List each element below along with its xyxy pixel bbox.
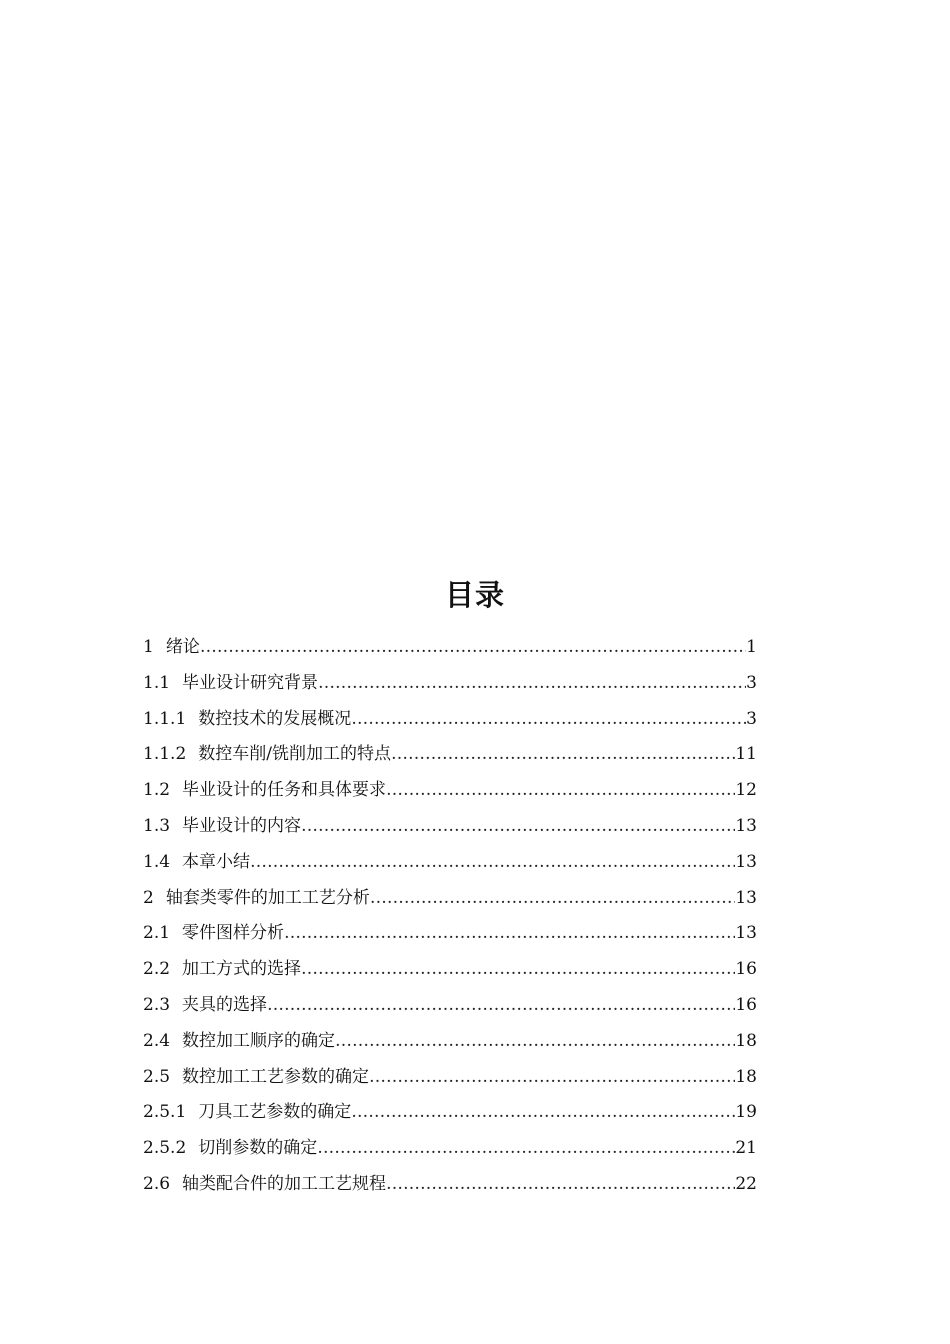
toc-entry-number: 1.1.2: [143, 744, 187, 765]
toc-entry[interactable]: [143, 988, 767, 1024]
toc-entry-label: 夹具的选择: [182, 994, 268, 1015]
toc-entry[interactable]: [143, 666, 767, 702]
toc-entry-number: 1.4: [143, 851, 171, 872]
toc-entry-label: 毕业设计的内容: [182, 815, 302, 836]
toc-entry-label: 绪论: [165, 637, 200, 657]
toc-leader-dots: [250, 845, 735, 881]
toc-entry-number: 1: [143, 637, 154, 657]
toc-leader-dots: [369, 1060, 735, 1096]
toc-entry-page: 1: [746, 637, 757, 657]
toc-entry-number: 2.1: [143, 923, 171, 944]
toc-entry-label: 数控加工工艺参数的确定: [182, 1066, 370, 1087]
toc-entry-label: 毕业设计的任务和具体要求: [182, 780, 387, 801]
toc-entry-number: 2: [143, 887, 154, 908]
toc-title: 目录: [444, 578, 505, 612]
toc-entry-label: 加工方式的选择: [182, 959, 302, 980]
toc-leader-dots: [335, 1024, 735, 1060]
toc-leader-dots: [267, 988, 735, 1024]
toc-entry-number: 1.1.1: [143, 708, 187, 729]
toc-entry[interactable]: [143, 809, 767, 845]
toc-leader-dots: [301, 809, 735, 845]
toc-leader-dots: [370, 881, 736, 917]
toc-entry[interactable]: [143, 1167, 767, 1203]
toc-leader-dots: [318, 666, 746, 702]
toc-entry[interactable]: [143, 1095, 767, 1131]
toc-entry[interactable]: [143, 702, 767, 738]
toc-entry-number: 1.1: [143, 672, 171, 693]
toc-leader-dots: [317, 1131, 735, 1167]
toc-leader-dots: [200, 630, 746, 666]
toc-entry-page: 13: [735, 851, 757, 872]
toc-leader-dots: [391, 737, 735, 773]
toc-entry-page: 16: [735, 994, 757, 1015]
toc-entry-page: 21: [735, 1138, 757, 1159]
toc-leader-dots: [386, 1167, 735, 1203]
toc-entry-number: 1.2: [143, 780, 171, 801]
toc-entry-number: 2.4: [143, 1030, 171, 1051]
toc-entry-page: 11: [735, 744, 757, 765]
toc-entry[interactable]: [143, 881, 767, 917]
toc-entry-label: 本章小结: [182, 851, 251, 872]
toc-entry-page: 22: [735, 1173, 757, 1194]
toc-leader-dots: [351, 1095, 735, 1131]
toc-leader-dots: [301, 952, 735, 988]
toc-entry-label: 毕业设计研究背景: [182, 672, 319, 693]
toc-entry-label: 轴类配合件的加工工艺规程: [182, 1173, 387, 1194]
toc-entry-page: 16: [735, 959, 757, 980]
toc-entry-label: 数控技术的发展概况: [198, 708, 352, 729]
toc-entry[interactable]: [143, 845, 767, 881]
toc-entry[interactable]: [143, 737, 767, 773]
toc-leader-dots: [386, 773, 735, 809]
toc-entry[interactable]: [143, 916, 767, 952]
toc-entry-page: 19: [735, 1102, 757, 1123]
toc-entry-page: 3: [746, 708, 757, 729]
toc-entry[interactable]: [143, 1060, 767, 1096]
toc-entry-number: 2.3: [143, 994, 171, 1015]
toc-entry-label: 刀具工艺参数的确定: [198, 1102, 352, 1123]
toc-entry[interactable]: [143, 630, 767, 666]
toc-entry-number: 2.6: [143, 1173, 171, 1194]
toc-entry-page: 18: [735, 1066, 757, 1087]
toc-entry-number: 2.5: [143, 1066, 171, 1087]
toc-entry-label: 数控加工顺序的确定: [182, 1030, 336, 1051]
toc-entry[interactable]: [143, 952, 767, 988]
toc-leader-dots: [351, 702, 746, 738]
toc-entry-label: 零件图样分析: [182, 923, 285, 944]
toc-entry[interactable]: [143, 773, 767, 809]
toc-entry-page: 18: [735, 1030, 757, 1051]
toc-list: [143, 630, 767, 1203]
toc-entry-number: 2.2: [143, 959, 171, 980]
toc-entry-number: 2.5.2: [143, 1138, 187, 1159]
toc-entry-label: 切削参数的确定: [198, 1138, 318, 1159]
toc-entry-number: 2.5.1: [143, 1102, 187, 1123]
toc-entry-label: 轴套类零件的加工工艺分析: [165, 887, 370, 908]
toc-entry-label: 数控车削/铣削加工的特点: [198, 744, 391, 765]
toc-entry-page: 3: [746, 672, 757, 693]
toc-entry-page: 13: [735, 923, 757, 944]
toc-leader-dots: [284, 916, 735, 952]
toc-entry-page: 13: [735, 887, 757, 908]
toc-entry-number: 1.3: [143, 815, 171, 836]
toc-entry-page: 12: [735, 780, 757, 801]
toc-entry[interactable]: [143, 1131, 767, 1167]
toc-entry-page: 13: [735, 815, 757, 836]
toc-entry[interactable]: [143, 1024, 767, 1060]
